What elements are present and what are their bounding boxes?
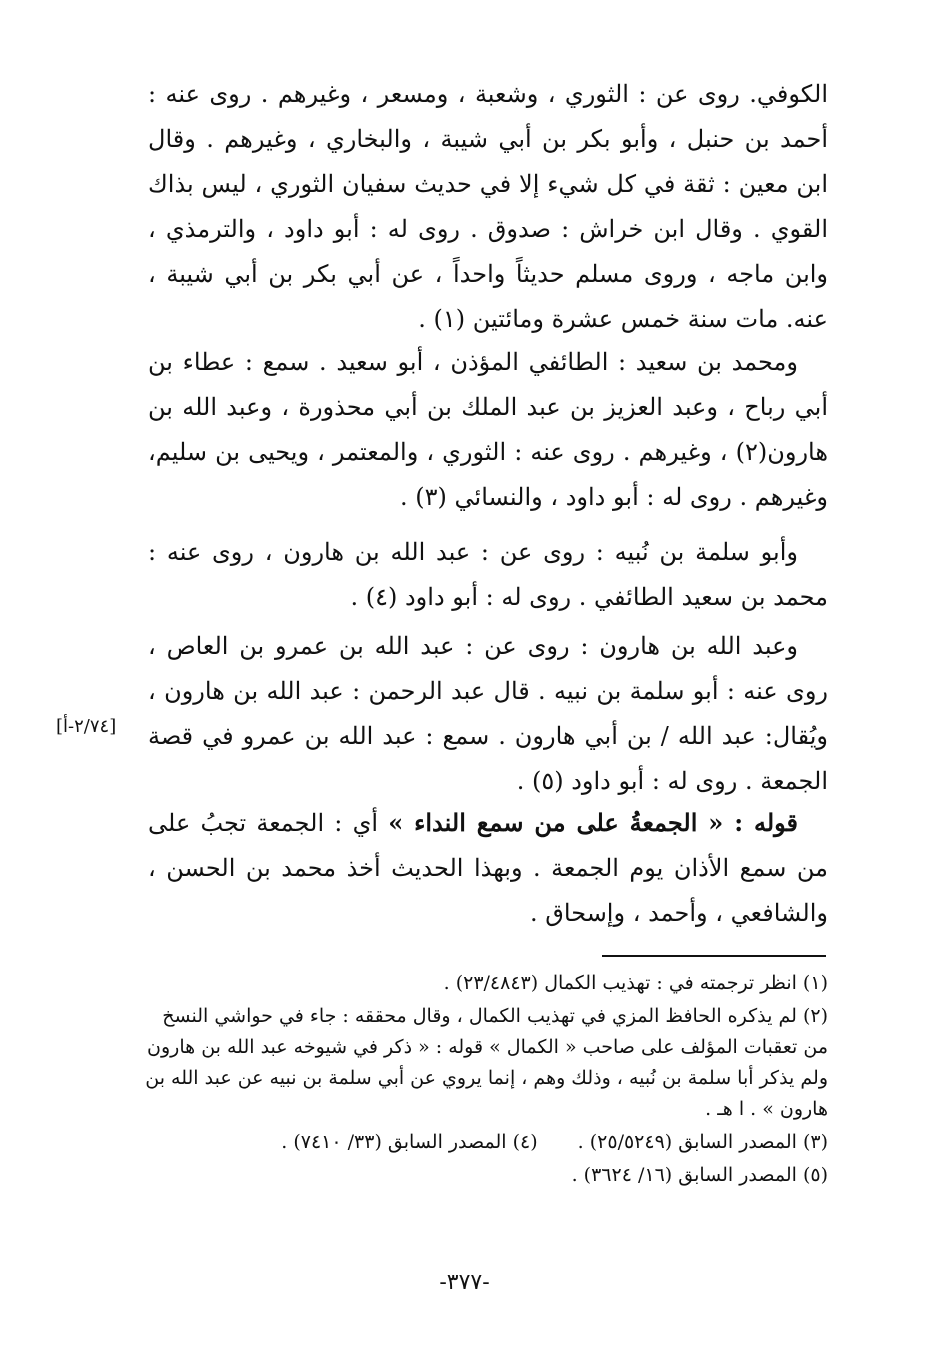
paragraph-5 bbox=[148, 800, 828, 936]
main-text-paragraph-5 bbox=[148, 800, 828, 936]
commentary-text: أي : الجمعة تجبُ على من سمع الأذان يوم الجمعة . وبهذا الحديث أخذ محمد بن الحسن ، والشافعي ، وأحمد ، وإسحاق . bbox=[148, 809, 828, 927]
footnote-divider bbox=[602, 955, 826, 957]
main-text-paragraph-4 bbox=[148, 624, 828, 804]
commentary-lemma: قوله : « الجمعةُ على من سمع النداء » bbox=[388, 808, 799, 837]
paragraph-2: ومحمد بن سعيد : الطائفي المؤذن ، أبو سعيد . سمع : عطاء بن أبي رباح ، وعبد العزيز بن عبد الملك بن أبي محذورة ، وعبد الله بن هارون(٢) ، وغيرهم . روى عنه : الثوري ، والمعتمر ، ويحيى بن سليم، وغيرهم . روى له : أبو داود ، والنسائي (٣) . bbox=[148, 348, 828, 511]
footnote-row-3-4 bbox=[140, 1127, 828, 1158]
paragraph-1: الكوفي. روى عن : الثوري ، وشعبة ، ومسعر ، وغيرهم . روى عنه : أحمد بن حنبل ، وأبو بكر بن أبي شيبة ، والبخاري ، وغيرهم . وقال ابن معين : ثقة في كل شيء إلا في حديث سفيان الثوري ، ليس بذاك القوي . وقال ابن خراش : صدوق . روى له : أبو داود ، والترمذي ، وابن ماجه ، وروى مسلم حديثاً واحداً ، عن أبي بكر بن أبي شيبة ، عنه. مات سنة خمس عشرة ومائتين (١) . bbox=[148, 80, 828, 333]
footnotes bbox=[140, 968, 828, 1193]
footnote-1: (١) انظر ترجمته في : تهذيب الكمال (٢٣/٤٨٤٣) . bbox=[443, 972, 828, 994]
paragraph-3: وأبو سلمة بن نُبيه : روى عن : عبد الله بن هارون ، روى عنه : محمد بن سعيد الطائفي . روى له : أبو داود (٤) . bbox=[148, 538, 828, 611]
footnote-2: (٢) لم يذكره الحافظ المزي في تهذيب الكمال ، وقال محققه : جاء في حواشي النسخ من تعقبات المؤلف على صاحب « الكمال » قوله : « ذكر في شيوخه عبد الله بن هارون ولم يذكر أبا سلمة بن نُبيه ، وذلك وهم ، إنما يروي عن أبي سلمة بن نبيه عن عبد الله بن هارون » . ا هـ . bbox=[145, 1005, 828, 1120]
main-text-paragraph-1 bbox=[148, 72, 828, 342]
main-text-paragraph-3 bbox=[148, 530, 828, 620]
page-number: -٣٧٧- bbox=[439, 1270, 490, 1295]
main-text-paragraph-2 bbox=[148, 340, 828, 520]
footnote-4: (٤) المصدر السابق (٣٣/ ٧٤١٠) . bbox=[281, 1131, 538, 1153]
paragraph-4: وعبد الله بن هارون : روى عن : عبد الله بن عمرو بن العاص ، روى عنه : أبو سلمة بن نبيه . قال عبد الرحمن : عبد الله بن هارون ، ويُقال: عبد الله / بن أبي هارون . سمع : عبد الله بن عمرو في قصة الجمعة . روى له : أبو داود (٥) . bbox=[148, 632, 828, 795]
footnote-5: (٥) المصدر السابق (١٦/ ٣٦٢٤) . bbox=[571, 1164, 828, 1186]
margin-manuscript-reference: [٢/٧٤-أ] bbox=[56, 716, 117, 737]
footnote-3: (٣) المصدر السابق (٢٥/٥٢٤٩) . bbox=[577, 1131, 828, 1153]
